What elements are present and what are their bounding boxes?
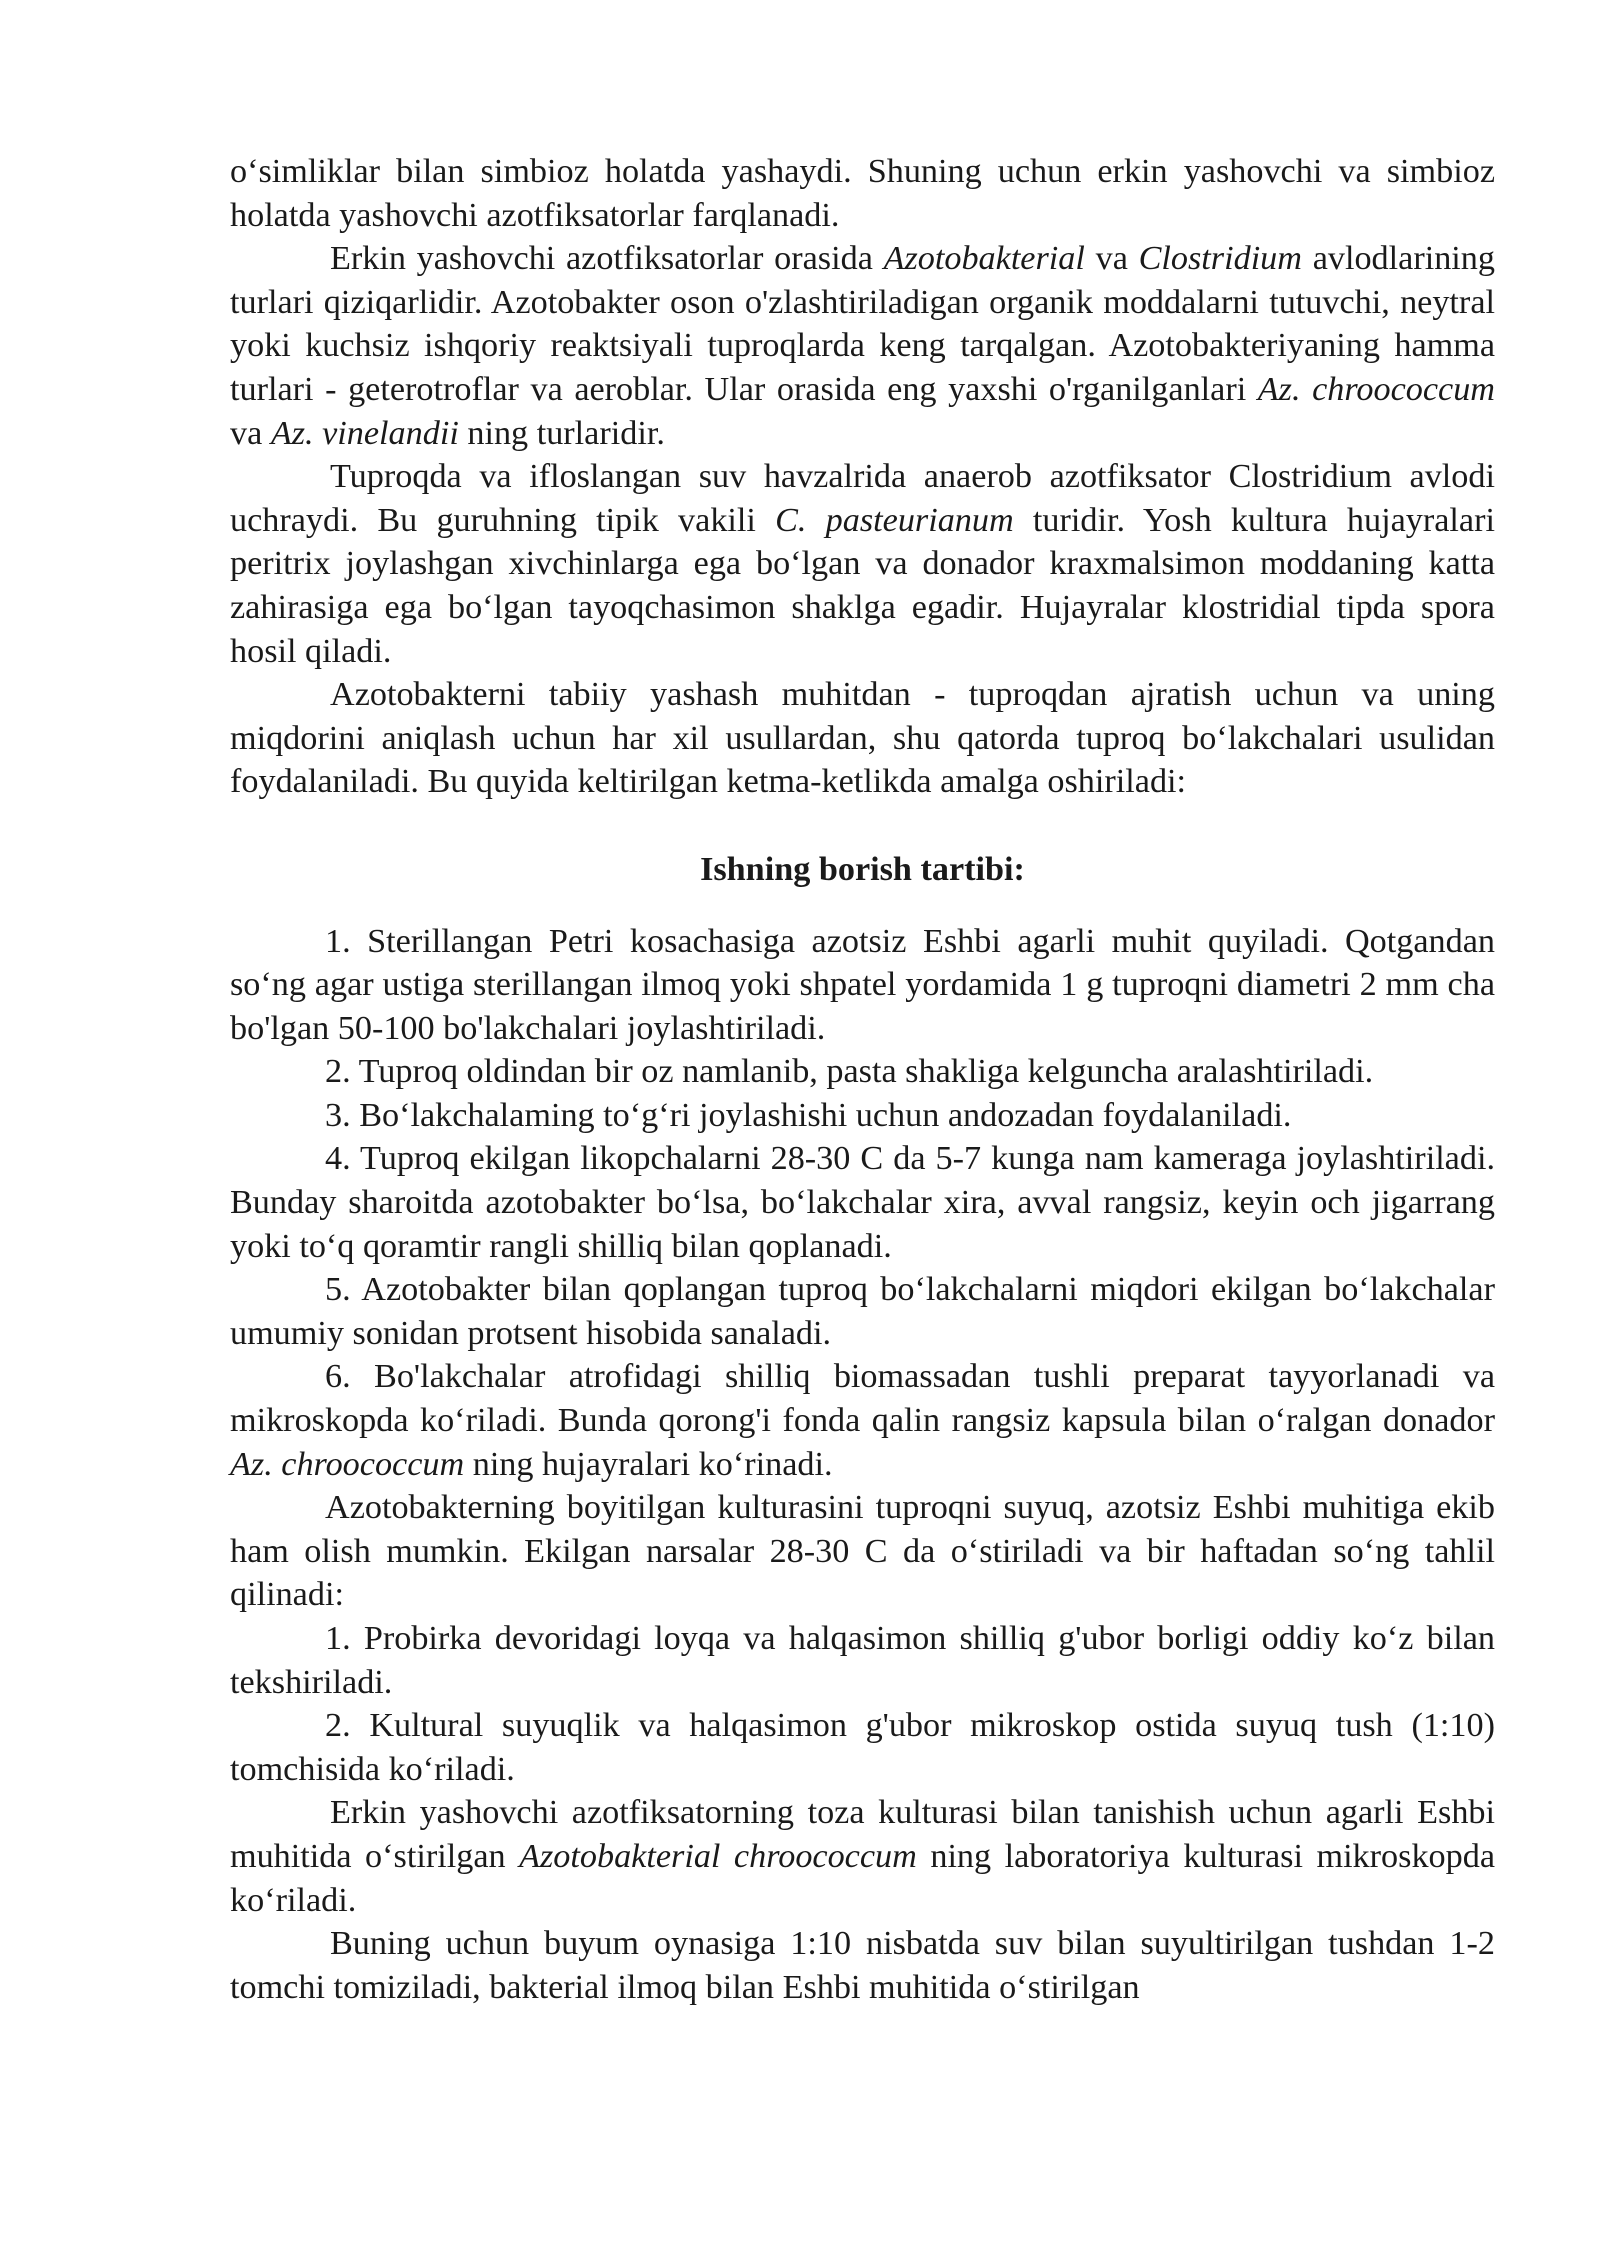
paragraph-pure-culture [230, 1791, 1495, 1922]
step-item-1: 1. Sterillangan Petri kosachasiga azotsiz Eshbi agarli muhit quyiladi. Qotgandan so‘ng agar ustiga sterillangan ilmoq yoki shpatel yordamida 1 g tuproqni diametri 2 mm cha bo'lgan 50-100 bo'lakchalari joylashtiriladi. [230, 922, 1495, 1047]
text-run: Erkin yashovchi azotfiksatorning toza kulturasi bilan tanishish uchun agarli Eshbi muhitida o‘stirilgan [230, 1794, 1495, 1875]
genus-name: Azotobakterial [883, 240, 1085, 278]
paragraph-clostridium [230, 455, 1495, 673]
text-run: va [1084, 240, 1139, 278]
text-run: Erkin yashovchi azotfiksatorlar orasida [330, 240, 884, 278]
step-item-4: 4. Tuproq ekilgan likopchalarni 28-30 C da 5-7 kunga nam kameraga joylashtiriladi. Bunday sharoitda azotobakter bo‘lsa, bo‘lakchalar xira, avval rangsiz, keyin och jigarrang yoki to‘q qoramtir rangli shilliq bilan qoplanadi. [230, 1140, 1495, 1265]
text-run: ning hujayralari ko‘rinadi. [464, 1445, 833, 1483]
paragraph-slide-preparation: Buning uchun buyum oynasiga 1:10 nisbatda suv bilan suyultirilgan tushdan 1-2 tomchi tomiziladi, bakterial ilmoq bilan Eshbi muhitida o‘stirilgan [230, 1925, 1495, 2006]
check-item-2: 2. Kultural suyuqlik va halqasimon g'ubor mikroskop ostida suyuq tush (1:10) tomchisida ko‘riladi. [230, 1707, 1495, 1788]
step-item-3: 3. Bo‘lakchalaming to‘g‘ri joylashishi uchun andozadan foydalaniladi. [325, 1096, 1292, 1134]
text-run: ning turlaridir. [458, 414, 665, 452]
paragraph-enrichment-culture: Azotobakterning boyitilgan kulturasini tuproqni suyuq, azotsiz Eshbi muhitiga ekib ham olish mumkin. Ekilgan narsalar 28-30 C da o‘stiriladi va bir haftadan so‘ng tahlil qilinadi: [230, 1489, 1495, 1614]
genus-name: Clostridium [1138, 240, 1302, 278]
species-name: Az. vinelandii [270, 414, 459, 452]
step-item-2: 2. Tuproq oldindan bir oz namlanib, pasta shakliga kelguncha aralashtiriladi. [325, 1053, 1374, 1091]
step-item-6 [230, 1355, 1495, 1486]
paragraph-intro: o‘simliklar bilan simbioz holatda yashaydi. Shuning uchun erkin yashovchi va simbioz holatda yashovchi azotfiksatorlar farqlanadi. [230, 153, 1495, 234]
text-run: 6. Bo'lakchalar atrofidagi shilliq biomassadan tushli preparat tayyorlanadi va mikroskopda ko‘riladi. Bunda qorong'i fonda qalin rangsiz kapsula bilan o‘ralgan donador [230, 1358, 1495, 1440]
species-name: C. pasteurianum [775, 501, 1014, 539]
species-name: Azotobakterial chroococcum [519, 1837, 917, 1875]
text-run: va [230, 414, 271, 452]
species-name: Az. chroococcum [1257, 370, 1495, 408]
section-heading: Ishning borish tartibi: [700, 850, 1025, 888]
species-name: Az. chroococcum [230, 1445, 465, 1483]
text-run: turidir. Yosh kultura hujayralari peritrix joylashgan xivchinlarga ega bo‘lgan va donador kraxmalsimon moddaning katta zahirasiga ega bo‘lgan tayoqchasimon shaklga egadir. Hujayralar klostridial tipda spora hosil qiladi. [230, 501, 1495, 670]
paragraph-free-living-fixers [230, 237, 1495, 455]
step-item-5: 5. Azotobakter bilan qoplangan tuproq bo‘lakchalarni miqdori ekilgan bo‘lakchalar umumiy sonidan protsent hisobida sanaladi. [230, 1271, 1495, 1352]
text-run: avlodlarining turlari qiziqarlidir. Azotobakter oson o'zlashtiriladigan organik moddalarni tutuvchi, neytral yoki kuchsiz ishqoriy reaktsiyali tuproqlarda keng tarqalgan. Azotobakteriyaning hamma turlari - geterotroflar va aeroblar. Ular orasida eng yaxshi o'rganilganlari [230, 240, 1495, 408]
paragraph-isolation-method: Azotobakterni tabiiy yashash muhitdan - tuproqdan ajratish uchun va uning miqdorini aniqlash uchun har xil usullardan, shu qatorda tuproq bo‘lakchalari usulidan foydalaniladi. Bu quyida keltirilgan ketma-ketlikda amalga oshiriladi: [230, 676, 1495, 801]
document-page [230, 150, 1495, 2009]
text-run: Tuproqda va ifloslangan suv havzalrida anaerob azotfiksator Clostridium avlodi uchraydi. Bu guruhning tipik vakili [230, 458, 1495, 539]
check-item-1: 1. Probirka devoridagi loyqa va halqasimon shilliq g'ubor borligi oddiy ko‘z bilan tekshiriladi. [230, 1620, 1495, 1701]
text-run: ning laboratoriya kulturasi mikroskopda ko‘riladi. [230, 1837, 1495, 1919]
